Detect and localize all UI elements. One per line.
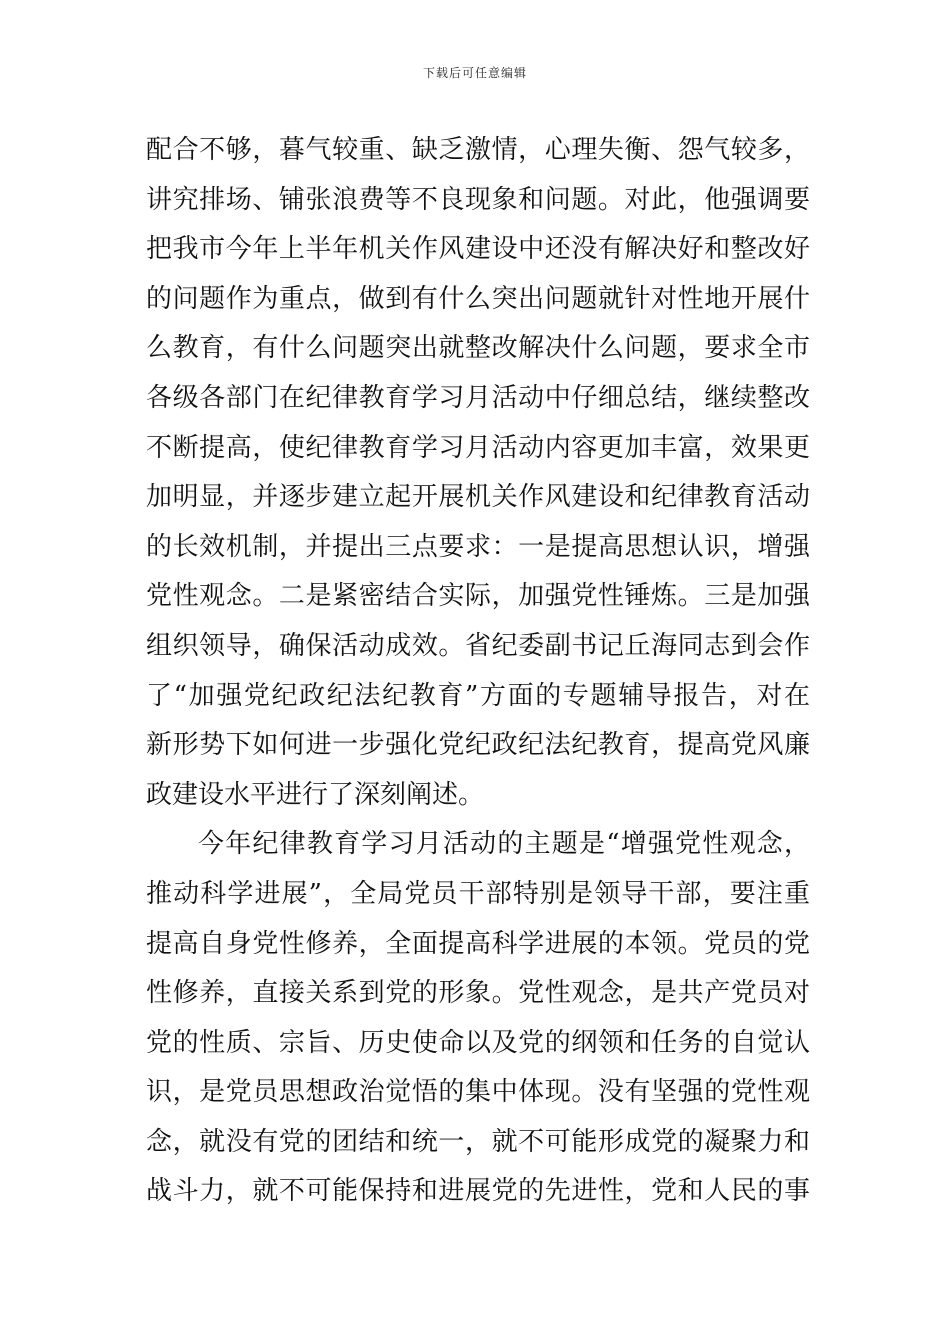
text-line: 讲究排场、铺张浪费等不良现象和问题。对此，他强调要 bbox=[146, 184, 810, 215]
text-line: 推动科学进展”，全局党员干部特别是领导干部，要注重 bbox=[146, 878, 810, 909]
text-line: 党性观念。二是紧密结合实际，加强党性锤炼。三是加强 bbox=[146, 581, 810, 612]
text-line: 了“加强党纪政纪法纪教育”方面的专题辅导报告，对在 bbox=[146, 680, 810, 711]
document-body bbox=[146, 126, 810, 1217]
text-line: 组织领导，确保活动成效。省纪委副书记丘海同志到会作 bbox=[146, 630, 810, 661]
text-line: 党的性质、宗旨、历史使命以及党的纲领和任务的自觉认 bbox=[146, 1027, 810, 1058]
text-line: 把我市今年上半年机关作风建设中还没有解决好和整改好 bbox=[146, 234, 810, 265]
text-line: 的问题作为重点，做到有什么突出问题就针对性地开展什 bbox=[146, 283, 810, 314]
page-header: 下载后可任意编辑 bbox=[422, 66, 527, 80]
text-line: 新形势下如何进一步强化党纪政纪法纪教育，提高党风廉 bbox=[146, 730, 810, 761]
text-line: 各级各部门在纪律教育学习月活动中仔细总结，继续整改 bbox=[146, 382, 810, 413]
paragraph-1 bbox=[146, 126, 810, 820]
text-line: 的长效机制，并提出三点要求：一是提高思想认识，增强 bbox=[146, 531, 810, 562]
text-line: 战斗力，就不可能保持和进展党的先进性，党和人民的事 bbox=[146, 1176, 810, 1207]
text-line: 念，就没有党的团结和统一，就不可能形成党的凝聚力和 bbox=[146, 1126, 810, 1157]
text-line: 性修养，直接关系到党的形象。党性观念，是共产党员对 bbox=[146, 978, 810, 1009]
text-line: 政建设水平进行了深刻阐述。 bbox=[146, 779, 485, 810]
text-line: 加明显，并逐步建立起开展机关作风建设和纪律教育活动 bbox=[146, 482, 810, 513]
paragraph-2 bbox=[146, 820, 810, 1217]
text-line: 识，是党员思想政治觉悟的集中体现。没有坚强的党性观 bbox=[146, 1077, 810, 1108]
text-line: 提高自身党性修养，全面提高科学进展的本领。党员的党 bbox=[146, 928, 810, 959]
text-line: 么教育，有什么问题突出就整改解决什么问题，要求全市 bbox=[146, 333, 810, 364]
text-line: 不断提高，使纪律教育学习月活动内容更加丰富，效果更 bbox=[146, 432, 810, 463]
text-line: 今年纪律教育学习月活动的主题是“增强党性观念， bbox=[198, 829, 810, 860]
text-line: 配合不够，暮气较重、缺乏激情，心理失衡、怨气较多， bbox=[146, 135, 810, 165]
